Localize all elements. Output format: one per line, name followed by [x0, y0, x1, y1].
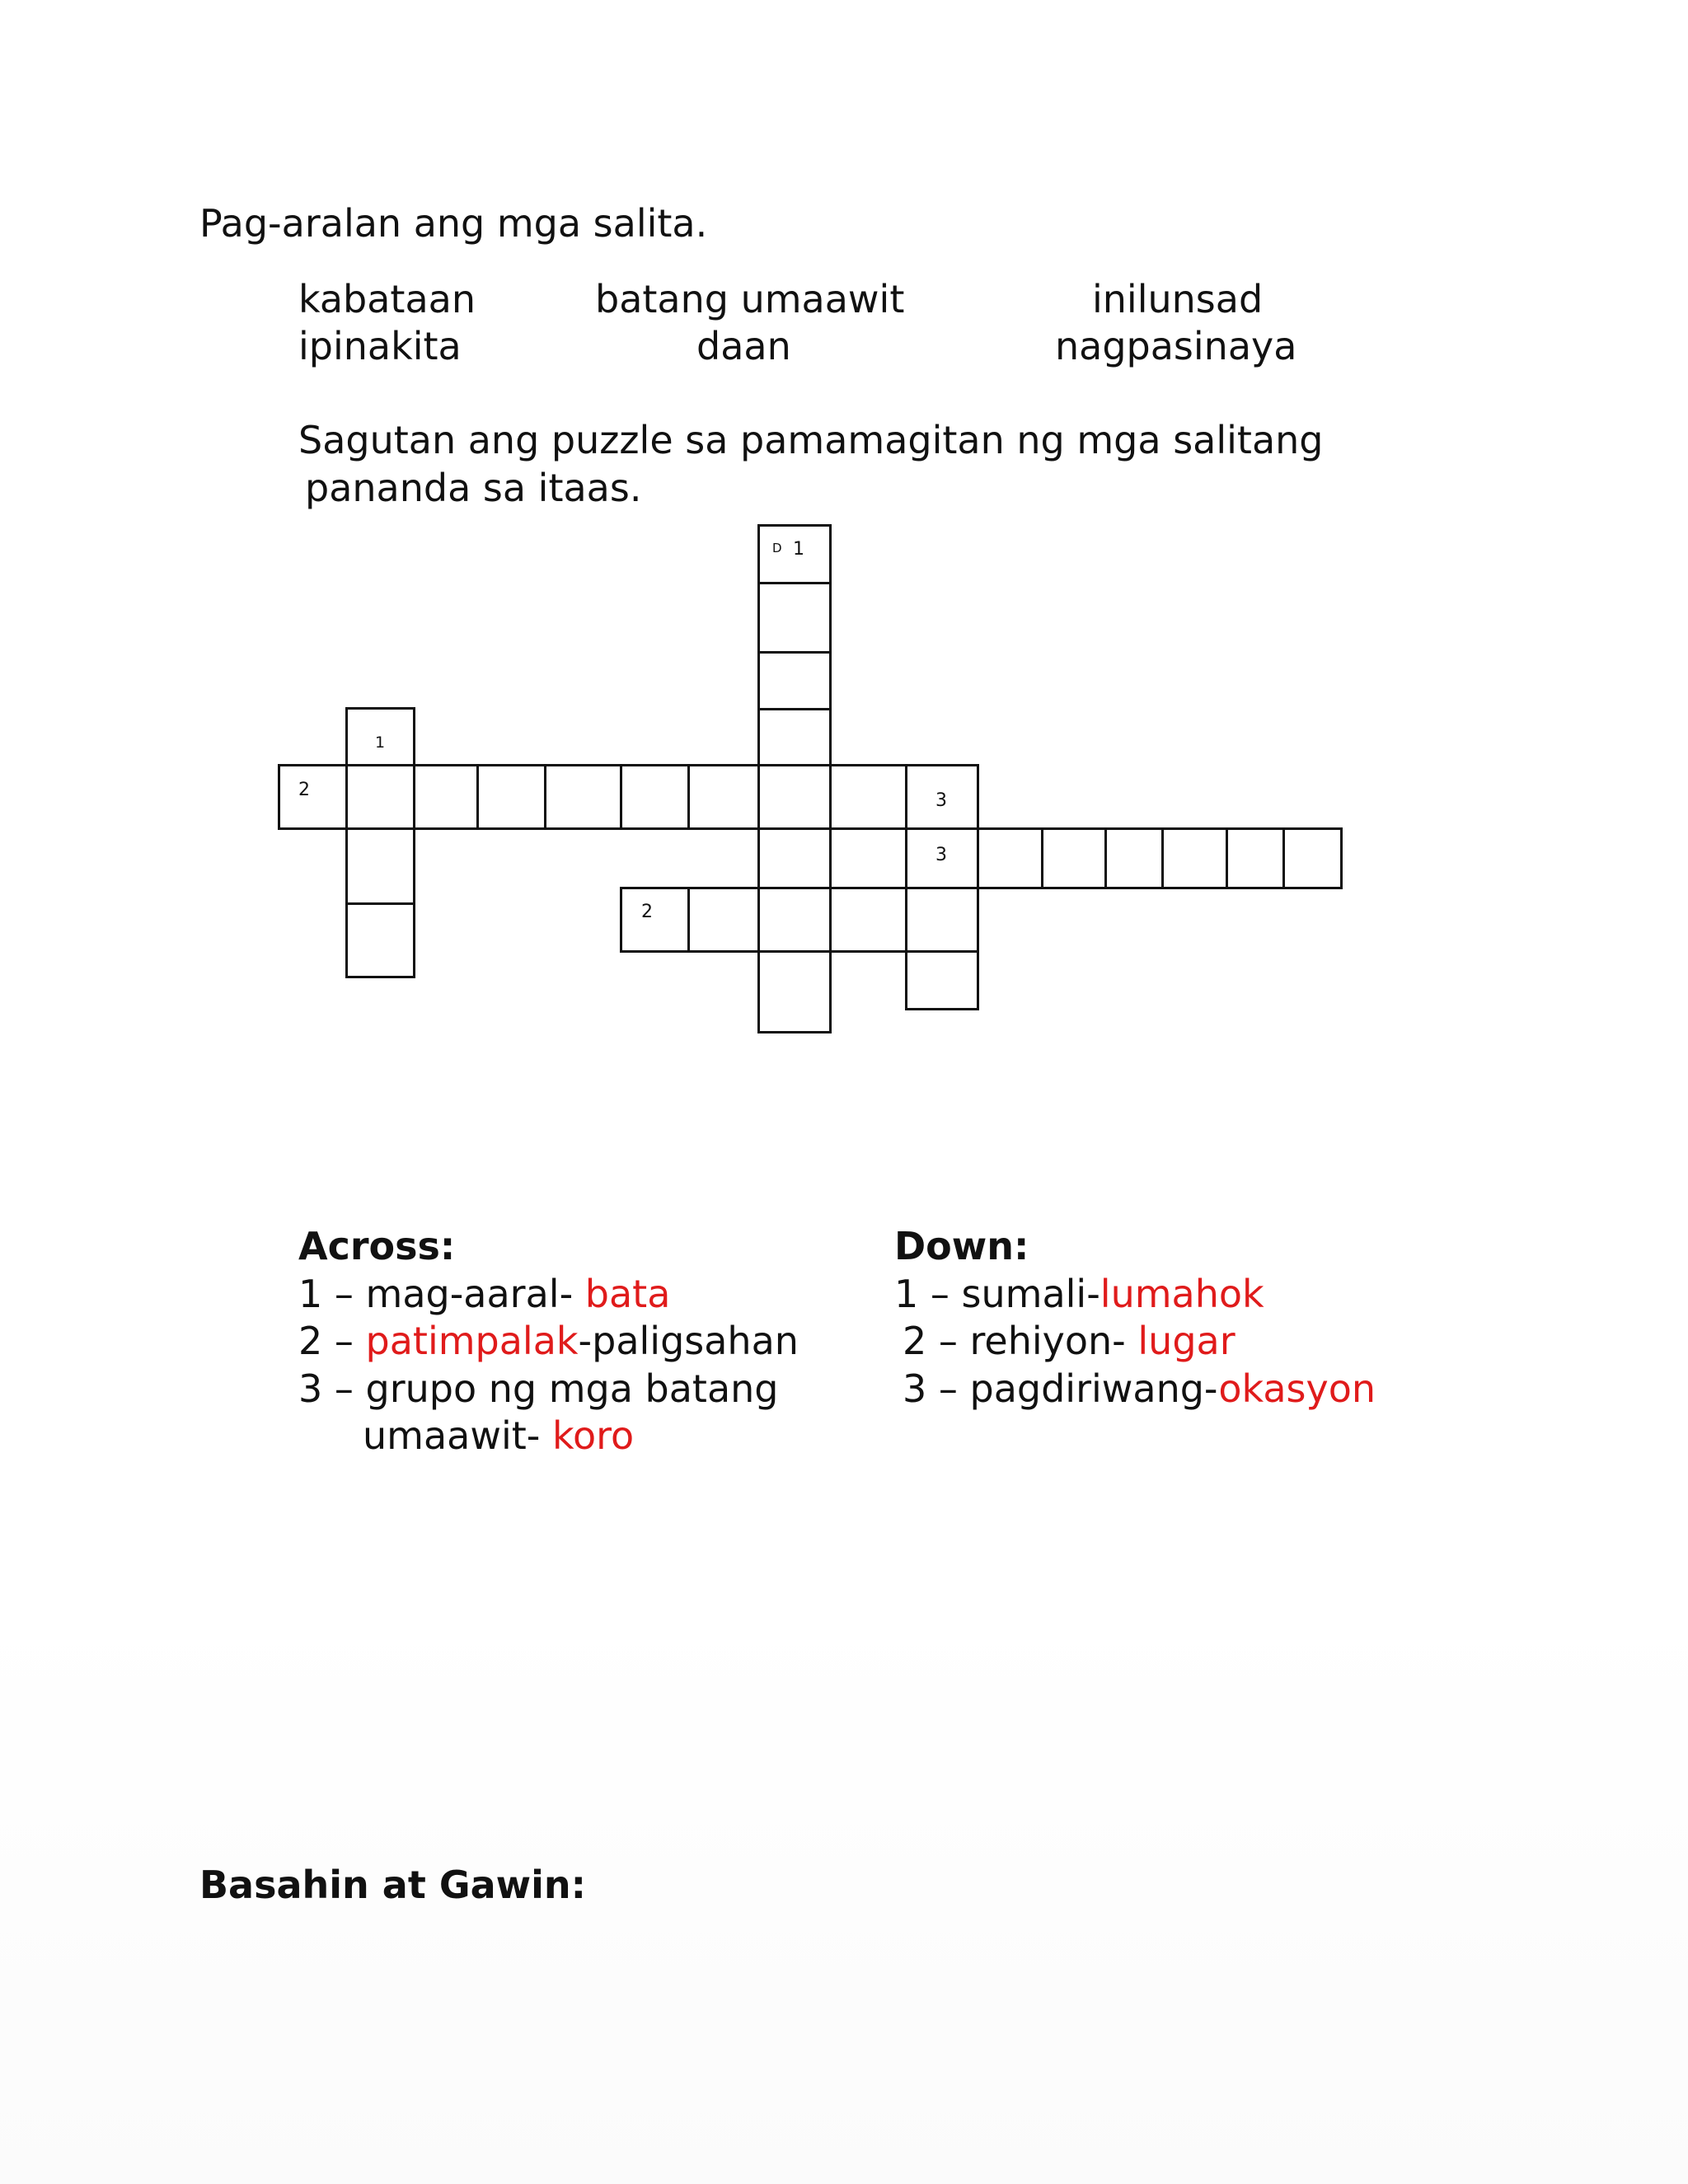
crossword-cell[interactable] — [687, 764, 760, 830]
crossword-cell[interactable] — [278, 764, 348, 830]
crossword-cell[interactable] — [757, 887, 832, 953]
across-heading: Across: — [298, 1224, 456, 1268]
across-clue-2 — [298, 1317, 799, 1365]
down-clue-3 — [903, 1365, 1376, 1413]
clue-answer: okasyon — [1218, 1366, 1376, 1411]
crossword-cell[interactable] — [345, 827, 415, 905]
crossword-cell[interactable] — [977, 827, 1043, 889]
crossword-cell[interactable] — [620, 764, 690, 830]
word-bank-item: ipinakita — [298, 324, 462, 368]
crossword-cell[interactable] — [905, 887, 979, 953]
crossword-cell[interactable] — [829, 764, 907, 830]
clue-answer: patimpalak — [365, 1319, 579, 1363]
clue-text: umaawit- — [363, 1413, 552, 1458]
word-bank-item: daan — [696, 324, 791, 368]
word-bank-item: nagpasinaya — [1055, 324, 1297, 368]
clue-number: 1 — [375, 733, 386, 752]
crossword-cell[interactable] — [757, 827, 832, 889]
crossword-cell[interactable] — [687, 887, 760, 953]
clue-text: -paligsahan — [578, 1319, 799, 1363]
crossword-cell[interactable] — [620, 887, 690, 953]
crossword-cell[interactable] — [757, 708, 832, 767]
word-bank-item: kabataan — [298, 277, 476, 321]
clue-text: 3 – pagdiriwang- — [903, 1366, 1219, 1411]
instruction-line: pananda sa itaas. — [305, 466, 642, 510]
crossword-cell[interactable] — [345, 902, 415, 978]
crossword-cell[interactable] — [757, 764, 832, 830]
crossword-cell[interactable] — [757, 651, 832, 710]
clue-number: 2 — [641, 902, 653, 922]
crossword-cell[interactable] — [544, 764, 622, 830]
clue-number: 1 — [793, 539, 804, 560]
intro-heading: Pag-aralan ang mga salita. — [199, 201, 708, 246]
clue-answer: lumahok — [1100, 1272, 1264, 1316]
clue-number: 2 — [298, 780, 310, 800]
across-clue-1 — [298, 1270, 670, 1318]
crossword-cell[interactable] — [829, 827, 907, 889]
down-heading: Down: — [894, 1224, 1029, 1268]
clue-text: 1 – mag-aaral- — [298, 1272, 585, 1316]
crossword-cell[interactable] — [1161, 827, 1228, 889]
down-clue-2 — [903, 1317, 1236, 1365]
instruction-line: Sagutan ang puzzle sa pamamagitan ng mga salitang — [298, 418, 1324, 462]
clue-answer: bata — [584, 1272, 671, 1316]
crossword-cell[interactable] — [1282, 827, 1343, 889]
crossword-cell[interactable] — [829, 887, 907, 953]
word-bank-item: inilunsad — [1092, 277, 1264, 321]
clue-number: 3 — [935, 845, 947, 865]
clue-text: 2 – rehiyon- — [903, 1319, 1138, 1363]
crossword-cell[interactable] — [1104, 827, 1164, 889]
clue-answer: koro — [552, 1413, 635, 1458]
crossword-cell[interactable] — [757, 950, 832, 1033]
clue-answer: lugar — [1137, 1319, 1236, 1363]
across-clue-3: 3 – grupo ng mga batang — [298, 1366, 779, 1411]
crossword-cell[interactable] — [476, 764, 546, 830]
crossword-cell[interactable] — [1041, 827, 1107, 889]
crossword-cell[interactable] — [345, 764, 415, 830]
across-clue-3-cont — [363, 1412, 634, 1460]
section-heading: Basahin at Gawin: — [199, 1863, 587, 1907]
crossword-cell[interactable] — [413, 764, 479, 830]
clue-text: 2 – — [298, 1319, 366, 1363]
crossword-cell[interactable] — [905, 950, 979, 1010]
crossword-cell[interactable] — [757, 582, 832, 654]
word-bank-item: batang umaawit — [595, 277, 905, 321]
clue-text: 1 – sumali- — [894, 1272, 1100, 1316]
clue-number: 3 — [935, 790, 947, 811]
down-marker: D — [772, 541, 782, 555]
down-clue-1 — [894, 1270, 1264, 1318]
crossword-cell[interactable] — [1226, 827, 1285, 889]
